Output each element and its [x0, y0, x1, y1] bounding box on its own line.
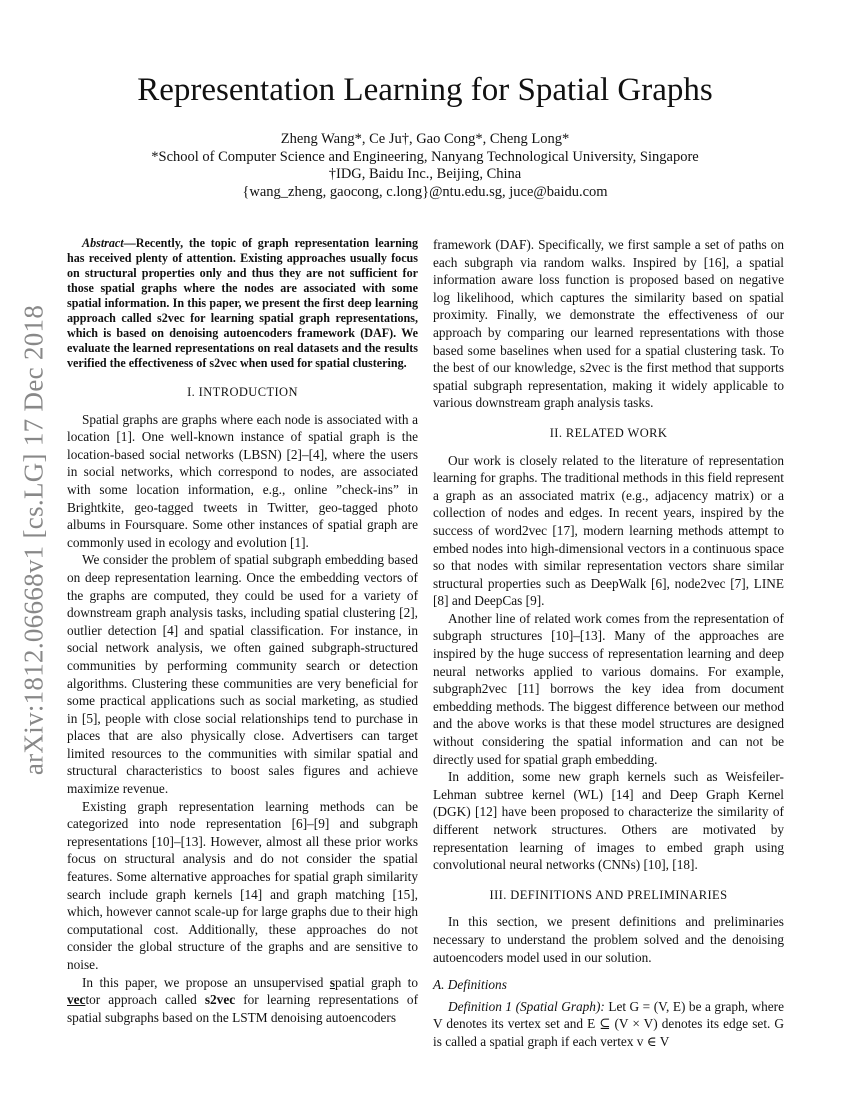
method-name: s2vec	[204, 992, 236, 1008]
paper-title: Representation Learning for Spatial Graphs	[137, 72, 713, 108]
affiliation-1: *School of Computer Science and Engineering, Nanyang Technological University, Singapore	[151, 148, 699, 165]
arxiv-sidebar	[10, 280, 58, 800]
subsection-heading-definitions: A. Definitions	[433, 977, 507, 993]
related-paragraph-2: Another line of related work comes from the representation of subgraph structures [10]–[13]. Many of the approaches are inspired by the huge success of representation learning and deep neural networks applied to various domains. For example, subgraph2vec [11] borrows the key idea from document embedding methods. The biggest difference between our method and the above works is that these model structures are designed without considering the spatial information and can not be directly used for spatial graph embedding.	[433, 610, 784, 767]
abstract	[67, 236, 418, 371]
emails: {wang_zheng, gaocong, c.long}@ntu.edu.sg, juce@baidu.com	[242, 183, 608, 200]
left-column	[67, 236, 418, 1026]
author-block	[0, 131, 850, 201]
intro-continued: framework (DAF). Specifically, we first sample a set of paths on each subgraph via random walks. Inspired by [16], a spatial information aware loss function is proposed based on negative log likelihood, which captures the similarity based on spatial proximity. Finally, we demonstrate the effectiveness of our approach by comparing our learned representations with those based some baselines when used for a spatial clustering task. To the best of our knowledge, s2vec is the first method that supports spatial subgraph representation, making it widely applicable to various downstream graph analysis tasks.	[433, 237, 784, 411]
affiliation-2: †IDG, Baidu Inc., Beijing, China	[328, 166, 522, 182]
intro-paragraph-1: Spatial graphs are graphs where each node is associated with a location [1]. One well-known instance of spatial graph is the location-based social networks (LBSN) [2]–[4], where the users in social networks, which correspond to nodes, are associated with some location information, e.g., online ”check-ins” in Brightkite, geo-tagged tweets in Twitter, geo-tagged photo albums in Foursquare. Some other instances of spatial graph are commonly used in ecology and evolution [1].	[67, 411, 418, 550]
related-paragraph-3: In addition, some new graph kernels such as Weisfeiler-Lehman subtree kernel (WL) [14] and Deep Graph Kernel (DGK) [12] have been proposed to characterize the similarity of different network structures. Others are motivated by representation learning of images to embed graph using convolutional neural networks (CNNs) [10], [18].	[433, 769, 784, 873]
abstract-label: Abstract	[82, 236, 124, 250]
section-heading-related: II. RELATED WORK	[549, 425, 668, 440]
definition-label: Definition 1 (Spatial Graph):	[448, 998, 605, 1014]
definition-1: Definition 1 (Spatial Graph): Let G = (V, E) be a graph, where V denotes its vertex set and E ⊆ (V × V) denotes its edge set. G is called a spatial graph if each vertex v ∈ V	[433, 998, 784, 1049]
definitions-intro: In this section, we present definitions and preliminaries necessary to understand the problem solved and the denoising autoencoders model used in our solution.	[433, 914, 784, 965]
authors: Zheng Wang*, Ce Ju†, Gao Cong*, Cheng Long*	[280, 131, 570, 147]
section-heading-intro: I. INTRODUCTION	[187, 385, 298, 399]
related-paragraph-1: Our work is closely related to the literature of representation learning for graphs. The traditional methods in this field represent a graph as an associated matrix (e.g., adjacency matrix) or a collection of nodes and edges. In recent years, inspired by the success of word2vec [17], modern learning methods attempt to embed nodes into high-dimensional vectors in a continuous space so that nodes with similar representation vectors share similar structural properties such as DeepWalk [6], node2vec [7], LINE [8] and DeepCas [9].	[433, 452, 784, 609]
abstract-text: —Recently, the topic of graph representation learning has received plenty of attention. Existing approaches usually focus on structural properties only and thus they are not sufficient for those spatial graphs where the nodes are associated with some spatial information. In this paper, we present the first deep learning approach called s2vec for learning spatial graph representations, which is based on denoising autoencoders framework (DAF). We evaluate the learned representations on real datasets and the results verified the effectiveness of s2vec when used for spatial clustering.	[67, 236, 418, 370]
intro-paragraph-4: In this paper, we propose an unsupervised spatial graph to vector approach called s2vec for learning representations of spatial subgraphs based on the LSTM denoising autoencoders	[67, 974, 418, 1025]
intro-paragraph-2: We consider the problem of spatial subgraph embedding based on deep representation learning. Once the embedding vectors of the graphs are computed, they could be used for a variety of downstream graph analysis tasks, including spatial clustering [2], outlier detection [4] and spatial classification. For instance, in social network analysis, we often gained subgraph-structured communities by performing community search or detection algorithms. Clustering these communities are very beneficial for some practical applications such as social marketing, as studied in [5], people with close social relationships tend to purchase in places that are also physically close. Advertisers can target limited resources to the communities with similar spatial and structural characteristics to boost sales figures and achieve maximize revenue.	[67, 552, 418, 797]
right-column	[433, 236, 784, 1051]
arxiv-id: arXiv:1812.06668v1 [cs.LG] 17 Dec 2018	[18, 304, 49, 776]
intro-paragraph-3: Existing graph representation learning methods can be categorized into node representation [6]–[9] and subgraph representations [10]–[13]. However, almost all these prior works focus on structural analysis and do not consider the spatial features. Some alternative approaches for spatial graph similarity search include graph kernels [14] and graph matching [15], which, however cannot scale-up for large graphs due to their high computational cost. Additionally, these approaches do not consider the global structure of the graphs and are sensitive to noise.	[67, 798, 418, 972]
section-heading-definitions: III. DEFINITIONS AND PRELIMINARIES	[489, 887, 728, 902]
